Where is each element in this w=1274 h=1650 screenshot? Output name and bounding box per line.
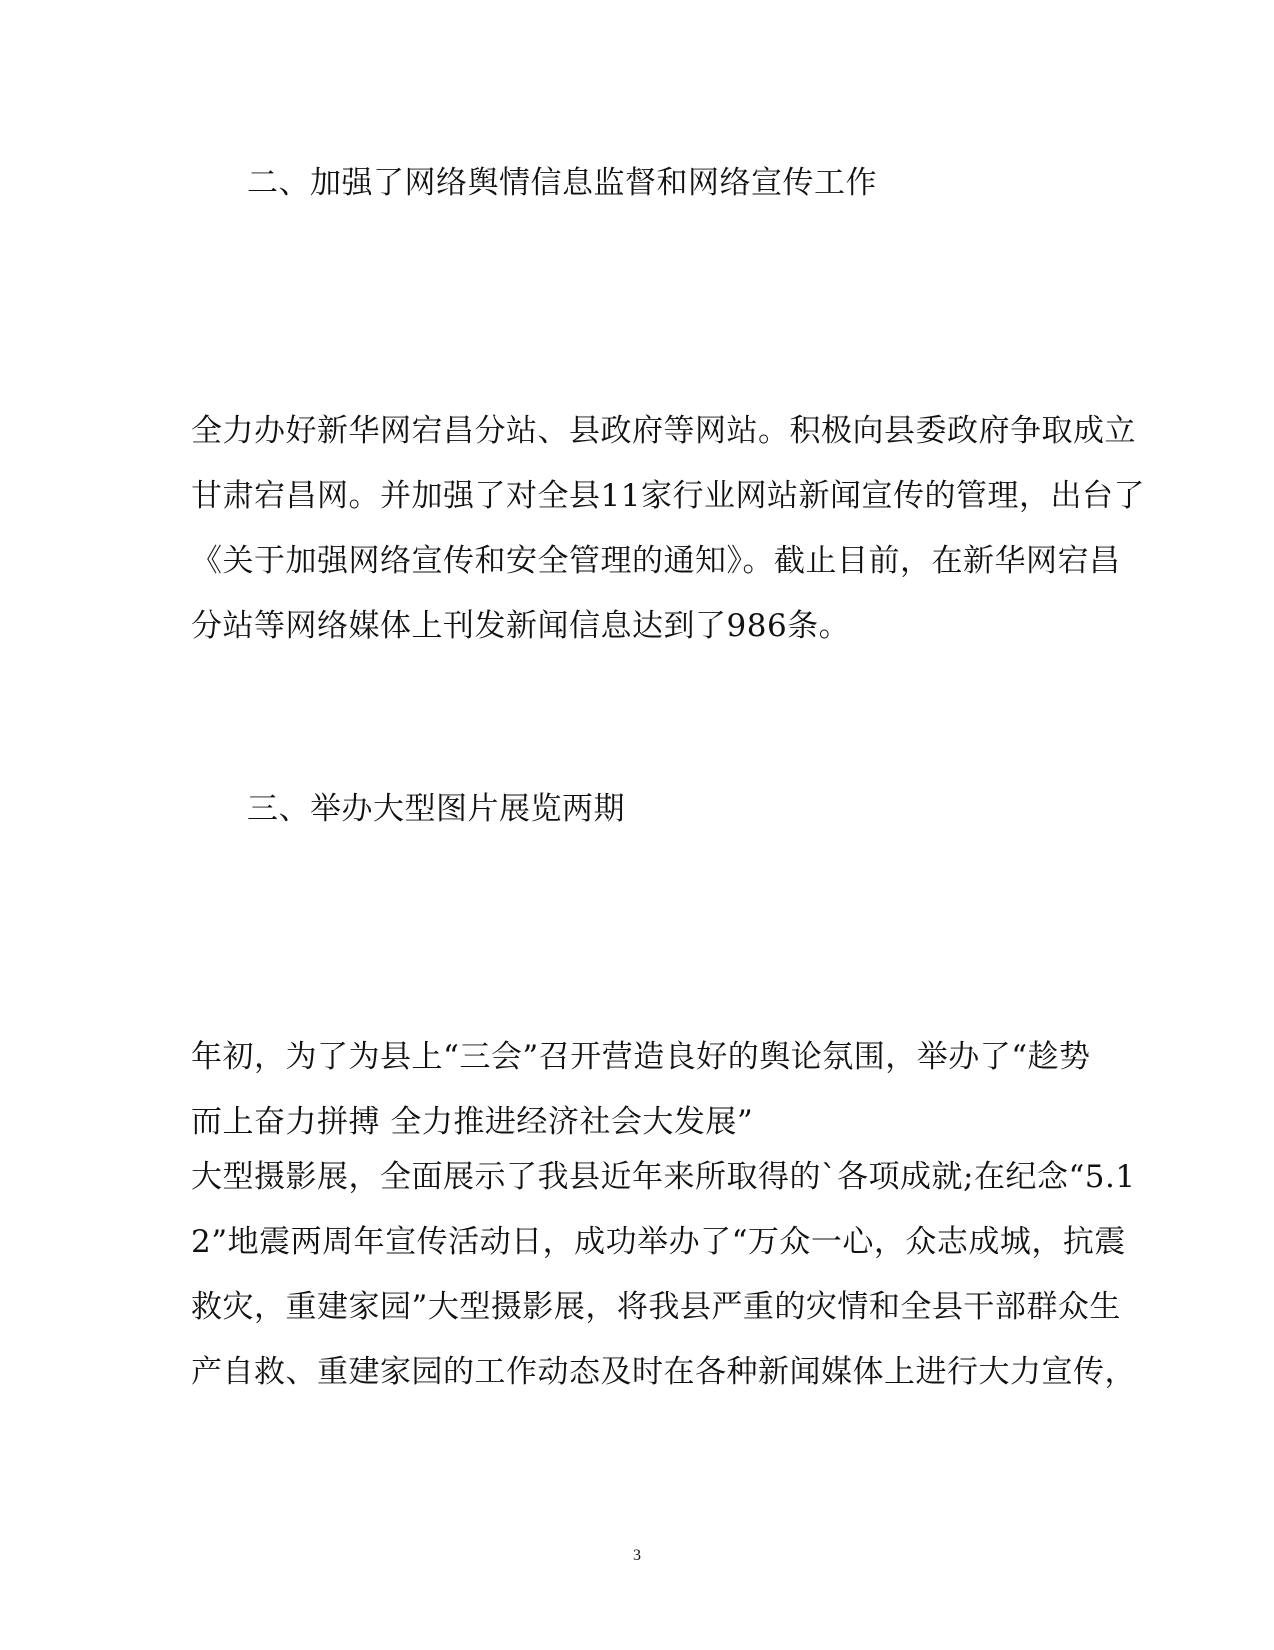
section-2-line-1: 全力办好新华网宕昌分站、县政府等网站。积极向县委政府争取成立 — [191, 413, 1136, 449]
section-3-line-2: 而上奋力拼搏 全力推进经济社会大发展” — [191, 1104, 754, 1140]
section-3-line-1: 年初，为了为县上“三会”召开营造良好的舆论氛围，举办了“趁势 — [191, 1039, 1091, 1075]
section-2-heading: 二、加强了网络舆情信息监督和网络宣传工作 — [247, 165, 877, 201]
section-3-line-4: 2”地震两周年宣传活动日，成功举办了“万众一心，众志成城，抗震 — [191, 1224, 1126, 1260]
page-number: 3 — [633, 1547, 641, 1564]
section-2-line-3: 《关于加强网络宣传和安全管理的通知》。截止目前，在新华网宕昌 — [191, 543, 1121, 579]
section-3-line-5: 救灾，重建家园”大型摄影展，将我县严重的灾情和全县干部群众生 — [191, 1289, 1121, 1325]
section-3-line-3: 大型摄影展，全面展示了我县近年来所取得的`各项成就;在纪念“5.1 — [191, 1159, 1136, 1195]
section-3-line-6: 产自救、重建家园的工作动态及时在各种新闻媒体上进行大力宣传， — [191, 1354, 1136, 1390]
section-2-line-2: 甘肃宕昌网。并加强了对全县11家行业网站新闻宣传的管理，出台了 — [191, 478, 1145, 514]
section-2-line-4: 分站等网络媒体上刊发新闻信息达到了986条。 — [191, 608, 851, 644]
section-3-heading: 三、举办大型图片展览两期 — [247, 791, 625, 827]
